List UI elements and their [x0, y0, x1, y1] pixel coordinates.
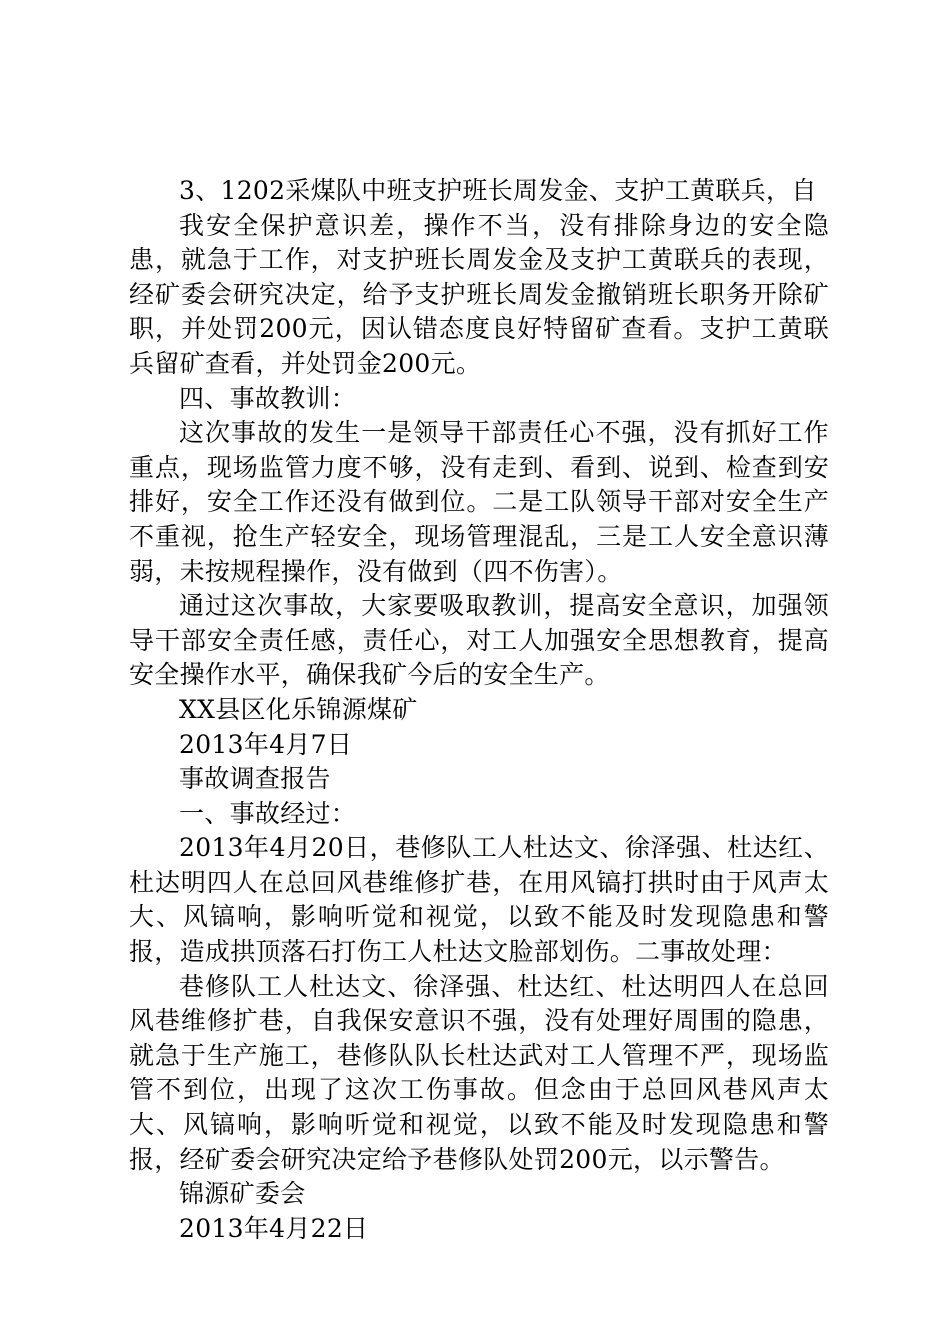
paragraph-lessons: 这次事故的发生一是领导干部责任心不强，没有抓好工作重点，现场监管力度不够，没有走到、看到、说到、检查到安排好，安全工作还没有做到位。二是工队领导干部对安全生产不重视，抢生产轻安全，现场管理混乱，三是工人安全意识薄弱，未按规程操作，没有做到（四不伤害）。	[129, 418, 829, 586]
document-body	[129, 174, 829, 1246]
date-second-report: 2013年4月22日	[179, 1213, 369, 1243]
section-heading-lessons: 四、事故教训：	[179, 383, 357, 413]
signature-committee: 锦源矿委会	[179, 1179, 306, 1209]
paragraph-disciplinary-item-3: 3、1202采煤队中班支护班长周发金、支护工黄联兵，自	[179, 176, 817, 205]
report-title: 事故调查报告	[179, 764, 331, 794]
section-heading-process: 一、事故经过：	[179, 798, 357, 828]
paragraph-incident-handling: 巷修队工人杜达文、徐泽强、杜达红、杜达明四人在总回风巷维修扩巷，自我保安意识不强，没有处理好周围的隐患，就急于生产施工，巷修队队长杜达武对工人管理不严，现场监管不到位，出现了这次工伤事故。但念由于总回风巷风声太大、风镐响，影响听觉和视觉，以致不能及时发现隐患和警报，经矿委会研究决定给予巷修队处罚200元，以示警告。	[129, 971, 829, 1174]
paragraph-conclusion: 通过这次事故，大家要吸取教训，提高安全意识，加强领导干部安全责任感，责任心，对工人加强安全思想教育，提高安全操作水平，确保我矿今后的安全生产。	[129, 591, 829, 690]
date-first-report: 2013年4月7日	[179, 729, 353, 759]
paragraph-disciplinary-detail: 我安全保护意识差，操作不当，没有排除身边的安全隐患，就急于工作，对支护班长周发金及支护工黄联兵的表现，经矿委会研究决定，给予支护班长周发金撤销班长职务开除矿职，并处罚200元，因认错态度良好特留矿查看。支护工黄联兵留矿查看，并处罚金200元。	[129, 210, 829, 378]
signature-mine: XX县区化乐锦源煤矿	[179, 694, 418, 724]
paragraph-incident-process: 2013年4月20日，巷修队工人杜达文、徐泽强、杜达红、杜达明四人在总回风巷维修扩巷，在用风镐打拱时由于风声太大、风镐响，影响听觉和视觉，以致不能及时发现隐患和警报，造成拱顶落石打伤工人杜达文脸部划伤。二事故处理：	[129, 833, 829, 967]
